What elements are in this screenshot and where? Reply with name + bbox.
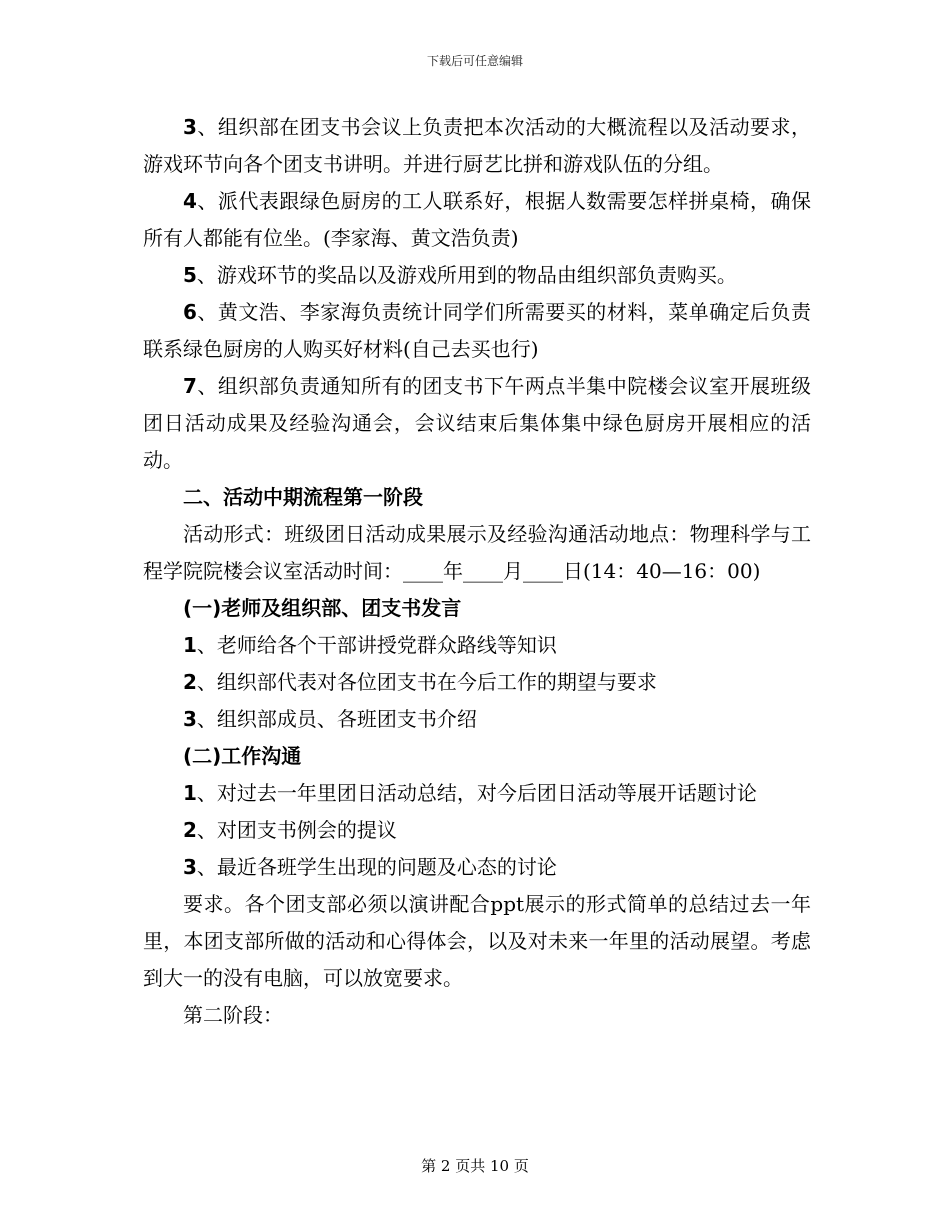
paragraph	[143, 664, 811, 701]
paragraph	[143, 627, 811, 664]
paragraph	[143, 812, 811, 849]
paragraph-text: 、组织部在团支书会议上负责把本次活动的大概流程以及活动要求，游戏环节向各个团支书讲明。并进行厨艺比拼和游戏队伍的分组。	[143, 115, 811, 176]
paragraph	[143, 257, 811, 294]
paragraph-text: 、黄文浩、李家海负责统计同学们所需要买的材料，菜单确定后负责联系绿色厨房的人购买好材料(自己去买也行)	[143, 300, 811, 361]
paragraph: 活动形式：班级团日活动成果展示及经验沟通活动地点：物理科学与工程学院院楼会议室活动时间：____年____月____日(14：40—16：00)	[143, 522, 811, 583]
item-number: 7	[183, 374, 197, 398]
paragraph-text: 、游戏环节的奖品以及游戏所用到的物品由组织部负责购买。	[196, 263, 737, 287]
paragraph	[143, 849, 811, 886]
item-number: 1	[183, 633, 197, 657]
paragraph	[143, 701, 811, 738]
paragraph-text: 、最近各班学生出现的问题及心态的讨论	[196, 855, 557, 879]
paragraph-text: 、组织部负责通知所有的团支书下午两点半集中院楼会议室开展班级团日活动成果及经验沟通会，会议结束后集体集中绿色厨房开展相应的活动。	[143, 374, 811, 472]
paragraph: 第二阶段：	[183, 1003, 283, 1027]
item-number: 5	[183, 263, 197, 287]
paragraph	[143, 183, 811, 257]
paragraph	[143, 775, 811, 812]
document-body	[143, 109, 811, 1034]
paragraph-text: 、组织部成员、各班团支书介绍	[196, 707, 477, 731]
paragraph-text: 、对团支书例会的提议	[196, 818, 397, 842]
paragraph	[143, 368, 811, 479]
section-heading: 二、活动中期流程第一阶段	[183, 485, 423, 509]
page-footer: 第 2 页共 10 页	[421, 1157, 529, 1175]
paragraph-text: 、派代表跟绿色厨房的工人联系好，根据人数需要怎样拼桌椅，确保所有人都能有位坐。(李家海、黄文浩负责)	[143, 189, 811, 250]
paragraph-text: 、老师给各个干部讲授党群众路线等知识	[196, 633, 557, 657]
item-number: 3	[183, 115, 197, 139]
paragraph: 要求。各个团支部必须以演讲配合ppt展示的形式简单的总结过去一年里，本团支部所做的活动和心得体会，以及对未来一年里的活动展望。考虑到大一的没有电脑，可以放宽要求。	[143, 892, 811, 990]
subsection-heading: (二)工作沟通	[183, 744, 302, 768]
item-number: 3	[183, 855, 197, 879]
item-number: 2	[183, 818, 197, 842]
paragraph-text: 、对过去一年里团日活动总结，对今后团日活动等展开话题讨论	[196, 781, 757, 805]
paragraph	[143, 109, 811, 183]
item-number: 2	[183, 670, 197, 694]
page-header: 下载后可任意编辑	[426, 54, 523, 68]
item-number: 6	[183, 300, 197, 324]
item-number: 4	[183, 189, 197, 213]
item-number: 1	[183, 781, 197, 805]
paragraph	[143, 294, 811, 368]
subsection-heading: (一)老师及组织部、团支书发言	[183, 596, 462, 620]
item-number: 3	[183, 707, 197, 731]
paragraph-text: 、组织部代表对各位团支书在今后工作的期望与要求	[196, 670, 657, 694]
